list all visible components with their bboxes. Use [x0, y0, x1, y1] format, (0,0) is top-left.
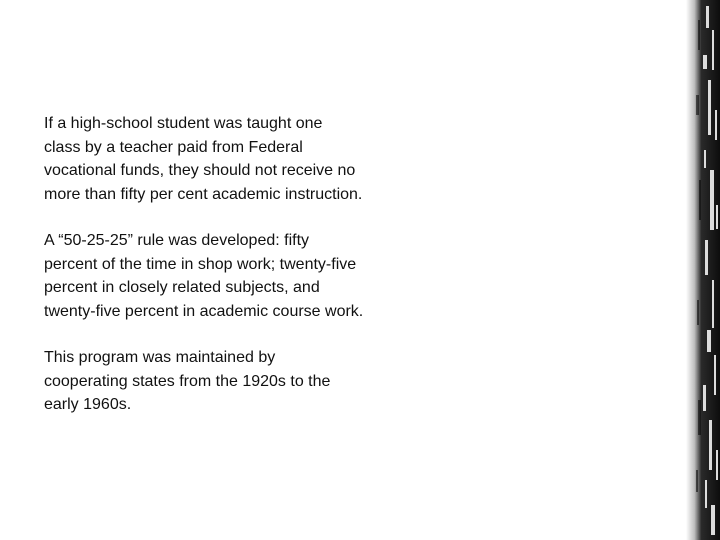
- grunge-texture-graphic: [686, 0, 720, 540]
- slide-body-text: [44, 112, 424, 440]
- grunge-border-decoration: [686, 0, 720, 540]
- paragraph-50-25-25-rule: A “50-25-25” rule was developed: fifty percent of the time in shop work; twenty-five percent in closely related subjects, and twenty-five percent in academic course work.: [44, 232, 364, 320]
- paragraph-federal-funds: If a high-school student was taught one class by a teacher paid from Federal vocational funds, they should not receive no more than fifty per cent academic instruction.: [44, 115, 363, 203]
- paragraph-program-history: This program was maintained by cooperating states from the 1920s to the early 1960s.: [44, 349, 331, 413]
